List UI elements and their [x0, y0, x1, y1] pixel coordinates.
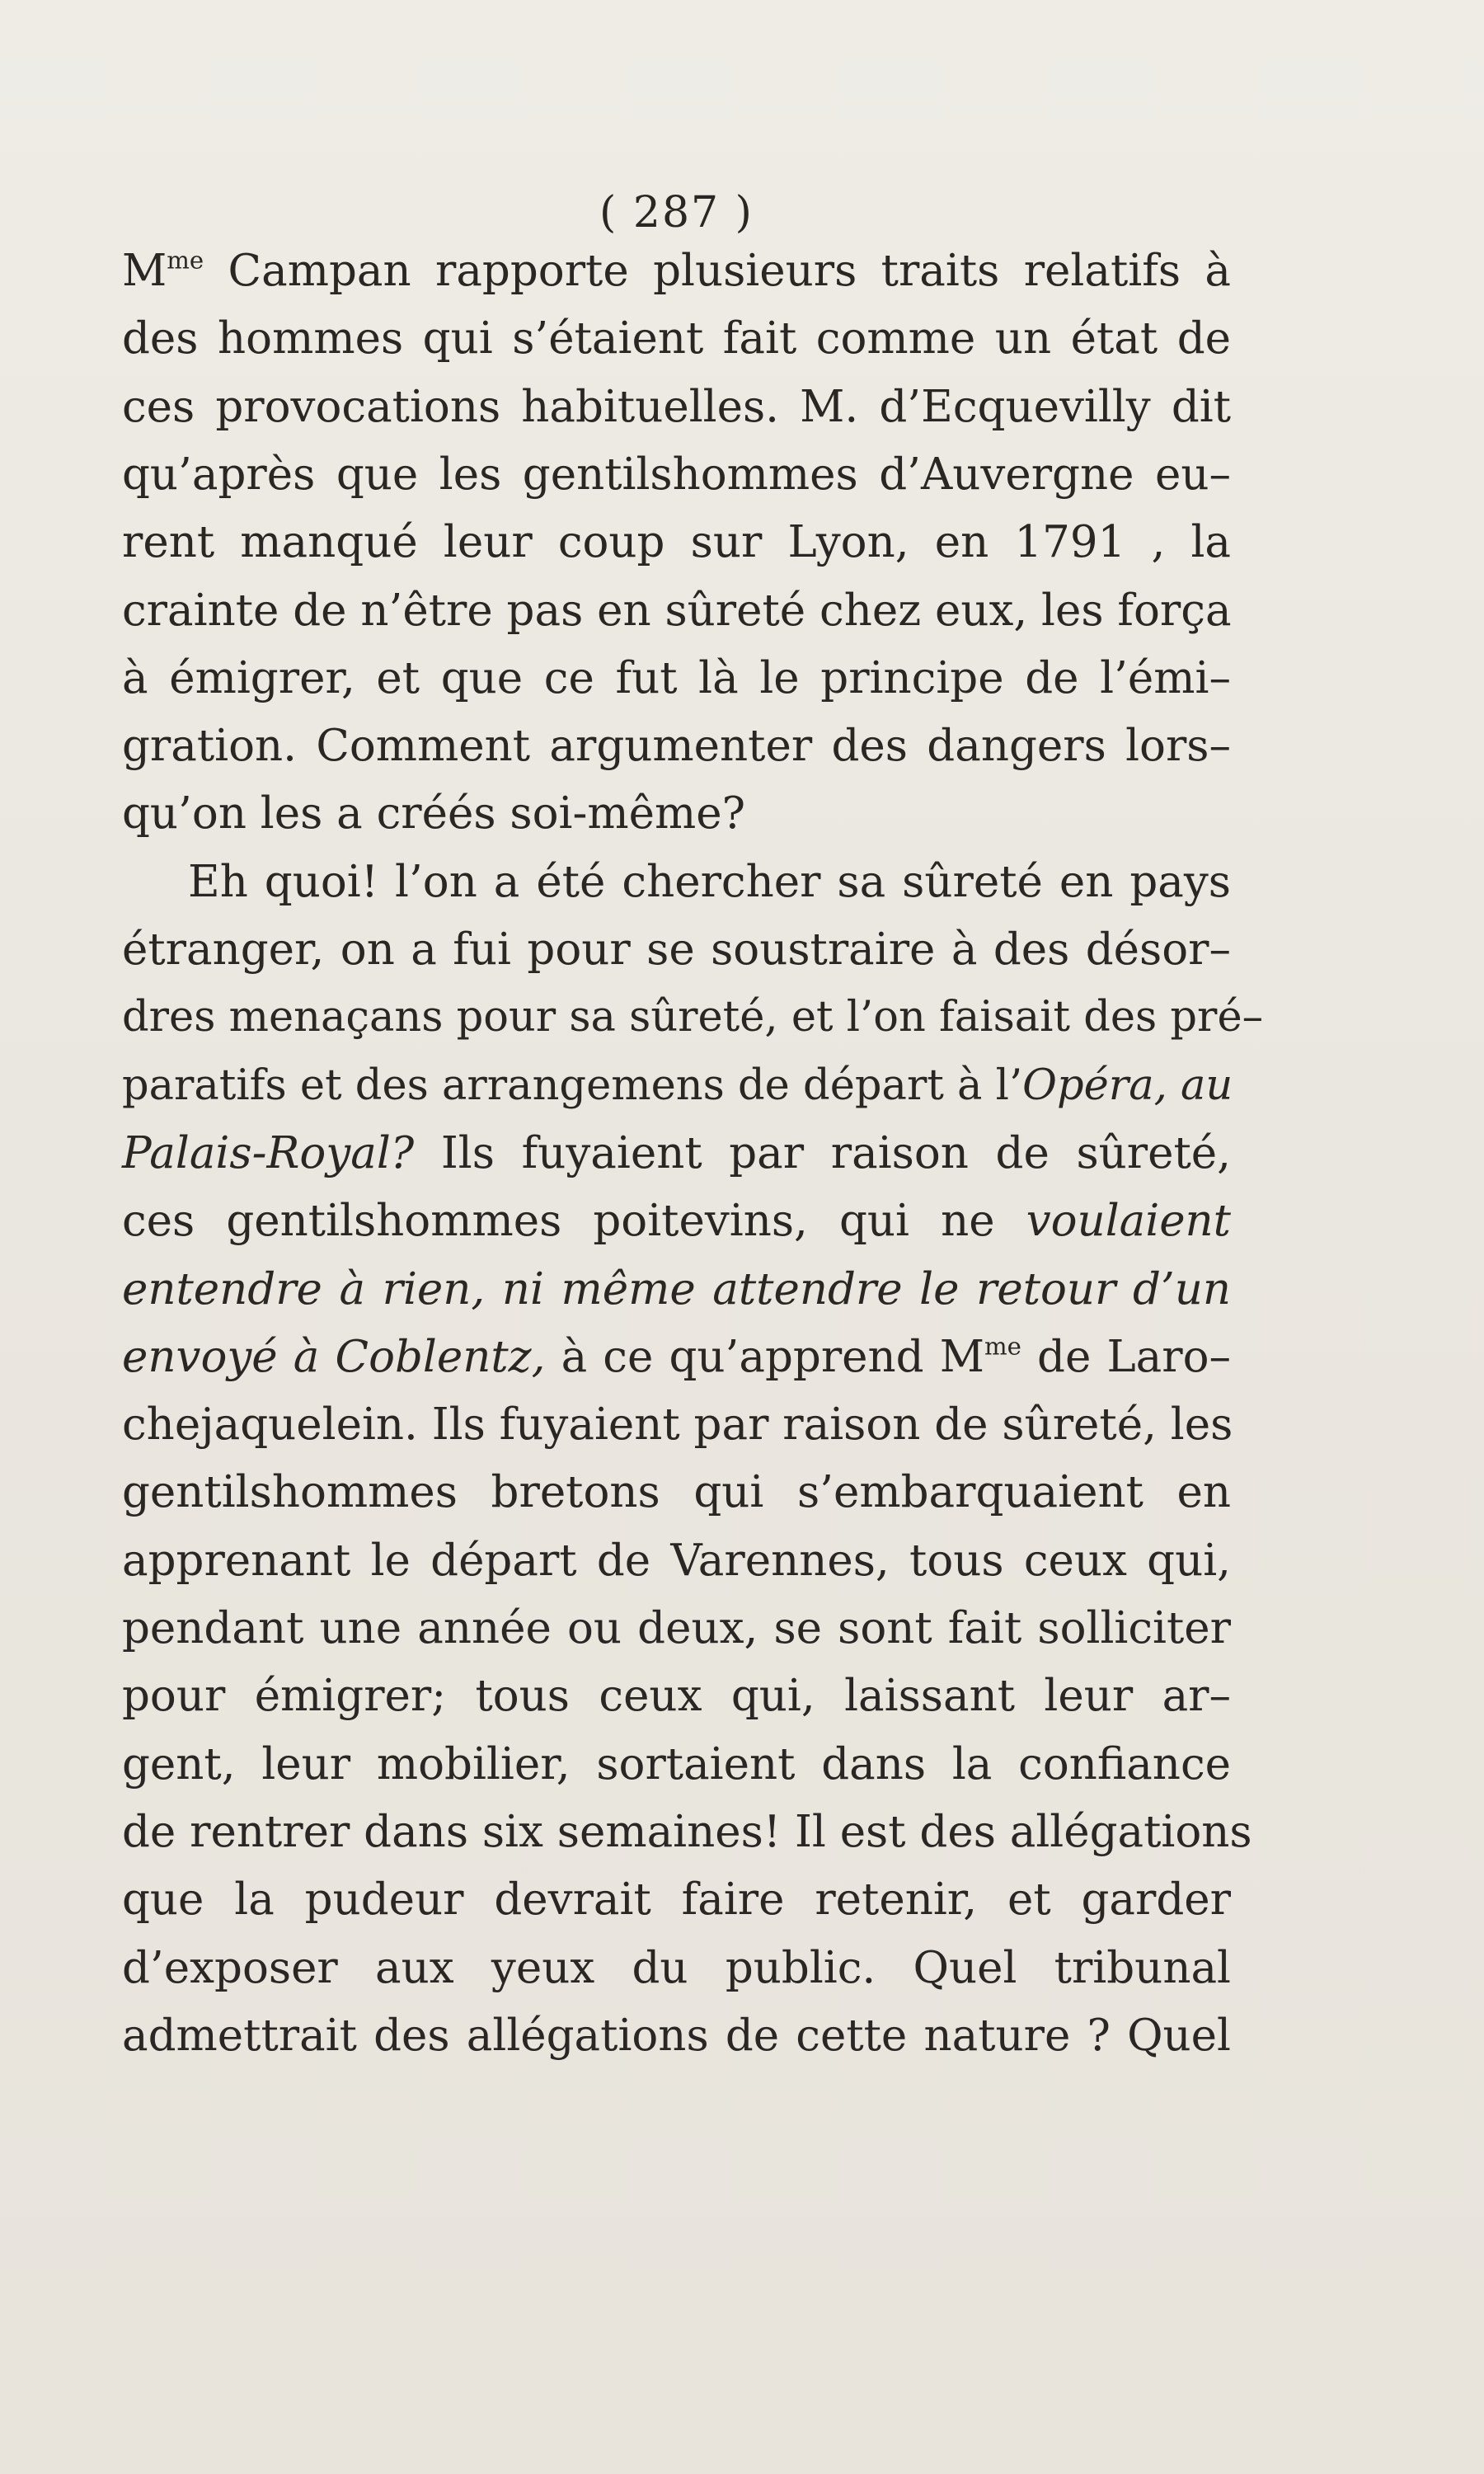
- italic-text: voulaient: [1026, 1196, 1231, 1247]
- text-line: [122, 512, 1231, 573]
- text-span: qu’on les a créés soi-même?: [122, 788, 746, 840]
- text-line: [122, 444, 1231, 506]
- italic-text: envoyé à Coblentz,: [122, 1331, 546, 1382]
- text-line: [122, 2006, 1231, 2067]
- text-line: [122, 648, 1231, 709]
- text-span: gration. Comment argumenter des dangers lors–: [122, 721, 1231, 772]
- text-line: [122, 1259, 1231, 1320]
- text-line: [122, 1327, 1231, 1388]
- text-span: apprenant le départ de Varennes, tous ceux qui,: [122, 1535, 1231, 1586]
- superscript: me: [984, 1332, 1021, 1361]
- text-line: [122, 1666, 1231, 1727]
- text-span: gent, leur mobilier, sortaient dans la confiance: [122, 1738, 1231, 1790]
- text-span: pour émigrer; tous ceux qui, laissant leur ar–: [122, 1671, 1231, 1722]
- text-span: d’exposer aux yeux du public. Quel tribunal: [122, 1942, 1231, 1993]
- text-line: [122, 377, 1231, 438]
- text-span: qu’après que les gentilshommes d’Auvergne eu–: [122, 449, 1231, 500]
- text-span: pendant une année ou deux, se sont fait solliciter: [122, 1603, 1231, 1653]
- text-line: [122, 308, 1231, 369]
- italic-text: Opéra, au: [1022, 1061, 1233, 1110]
- text-span: M: [122, 246, 167, 296]
- text-span: des hommes qui s’étaient fait comme un état de: [122, 313, 1231, 365]
- text-span: ces gentilshommes poitevins, qui ne: [122, 1196, 1026, 1247]
- text-span: de rentrer dans six semaines! Il est des allégations: [122, 1806, 1252, 1857]
- text-span: Campan rapporte plusieurs traits relatifs à: [204, 246, 1231, 296]
- text-line: [122, 1802, 1252, 1863]
- text-line: [122, 241, 1231, 302]
- text-line: [122, 1870, 1231, 1931]
- text-span: ces provocations habituelles. M. d’Ecquevilly dit: [122, 381, 1231, 432]
- text-span: gentilshommes bretons qui s’embarquaient en: [122, 1467, 1231, 1518]
- text-span: Ils fuyaient par raison de sûreté,: [414, 1127, 1231, 1178]
- text-line: [122, 1056, 1231, 1117]
- text-span: Eh quoi! l’on a été chercher sa sûreté en pays: [188, 856, 1231, 907]
- text-span: de Laro–: [1021, 1331, 1232, 1382]
- text-span: rent manqué leur coup sur Lyon, en 1791 , la: [122, 517, 1231, 568]
- text-span: étranger, on a fui pour se soustraire à des désor–: [122, 924, 1231, 975]
- text-line: [122, 783, 1231, 844]
- text-line: [122, 1462, 1231, 1523]
- text-line: [122, 1123, 1231, 1184]
- page-number: ( 287 ): [599, 188, 754, 238]
- text-line: [122, 987, 1264, 1048]
- text-span: paratifs et des arrangemens de départ à l’: [122, 1061, 1023, 1110]
- text-line: [122, 852, 1231, 913]
- text-span: chejaquelein. Ils fuyaient par raison de sûreté, les: [122, 1399, 1233, 1451]
- text-span: crainte de n’être pas en sûreté chez eux, les força: [122, 585, 1232, 636]
- text-span: à émigrer, et que ce fut là le principe de l’émi–: [122, 652, 1231, 703]
- text-line: [122, 1734, 1231, 1795]
- text-line: [122, 920, 1231, 981]
- text-span: dres menaçans pour sa sûreté, et l’on faisait des pré–: [122, 993, 1264, 1042]
- text-line: [122, 716, 1231, 777]
- text-line: [122, 1938, 1231, 1999]
- text-line: [122, 1395, 1231, 1456]
- text-line: [122, 1598, 1231, 1659]
- text-span: à ce qu’apprend M: [545, 1331, 985, 1382]
- text-line: [122, 1191, 1231, 1252]
- italic-text: Palais-Royal?: [122, 1127, 415, 1178]
- text-span: que la pudeur devrait faire retenir, et garder: [122, 1874, 1231, 1926]
- italic-text: entendre à rien, ni même attendre le retour d’un: [122, 1263, 1231, 1315]
- text-line: [122, 581, 1231, 642]
- superscript: me: [167, 246, 204, 275]
- text-line: [122, 1531, 1231, 1592]
- text-span: admettrait des allégations de cette nature ? Quel: [122, 2010, 1231, 2061]
